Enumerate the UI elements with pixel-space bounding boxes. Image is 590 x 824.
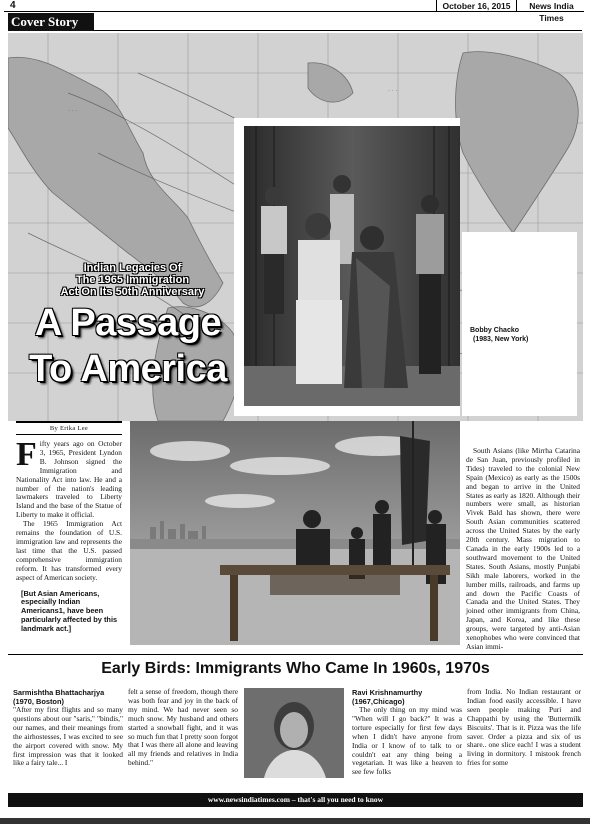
- early-birds-column-4: [467, 688, 581, 768]
- headline-line: To America: [29, 348, 227, 390]
- footer-tagline: www.newsindiatimes.com – that's all you need to know: [8, 793, 583, 807]
- early-birds-title: Early Birds: Immigrants Who Came In 1960s, 1970s: [101, 660, 490, 677]
- section-rule: [94, 30, 582, 31]
- publication-name: News India Times: [516, 0, 586, 12]
- signing-ceremony-photo: [130, 421, 460, 645]
- issue-date: October 16, 2015: [436, 0, 516, 12]
- portrait-photo: [244, 688, 344, 778]
- page-number: 4: [10, 0, 16, 11]
- bottom-bar: [0, 818, 590, 824]
- paragraph-text: ifty years ago on October 3, 1965, President Lyndon B. Johnson signed the Immigration and Nationality Act into law. He and a number of the nation's leading lawmakers traveled to Liberty Island and the base of the Statue of Liberty to make it official.: [16, 439, 122, 520]
- person-name: Sarmishtha Bhattacharjya: [13, 688, 105, 697]
- kicker-line: The 1965 Immigration: [75, 274, 190, 286]
- drop-cap: F: [16, 436, 37, 473]
- person-name: Ravi Krishnamurthy: [352, 688, 423, 697]
- section-divider: [8, 654, 583, 655]
- svg-text:· · ·: · · ·: [68, 108, 78, 115]
- article-paragraph: [16, 436, 122, 520]
- article-column-1: [16, 436, 122, 634]
- kicker-line: Act On Its 50th Anniversary: [60, 286, 205, 298]
- svg-text:· · ·: · · ·: [388, 88, 398, 95]
- article-paragraph: The 1965 Immigration Act remains the foundation of U.S. immigration law and represents the last time that the U.S. passed comprehensive immigration reform. It has transformed every aspect of American society.: [16, 519, 122, 582]
- headline-line: A Passage: [34, 302, 222, 344]
- headline-kicker: [40, 262, 225, 298]
- byline: By Erika Lee: [16, 421, 122, 435]
- person-arrival: (1970, Boston): [13, 697, 64, 706]
- early-birds-column-3: [352, 688, 462, 777]
- family-photo: [244, 126, 460, 406]
- section-label: Cover Story: [8, 13, 94, 31]
- early-birds-column-2: [128, 688, 238, 768]
- person-quote: "After my first flights and so many questions about our "saris," "bindis," our names, and their meanings from the airhostesses, I was excited to see the airport covered with snow. My first impression was that it looked like a fairy tale... I: [13, 705, 123, 768]
- kicker-line: Indian Legacies Of: [83, 262, 182, 274]
- article-paragraph: South Asians (like Mirrha Catarina de San Juan, previously profiled in Tides) traveled to the colonial New Spain (Mexico) as early as the 1500s and began to arrive in the United States as early as 1820. Although their numbers were small, as historian Vivek Bald has shown, there were South Asian communities scattered across the United States by the early 20th century. Mass migration to Canada in the early 1900s led to a southward movement to the United States. South Asians, mostly Punjabi Sikh male laborers, worked in the lumber mills, railroads, and farms up and down the Pacific Coasts of Canada and the United States. They joined other immigrants from China, Japan, and Korea, and like these groups, were targeted by anti-Asian xenophobes who were convinced that Asian immi-: [466, 446, 580, 651]
- caption-detail: (1983, New York): [473, 336, 529, 343]
- caption-name: Bobby Chacko: [470, 327, 520, 334]
- person-quote: from India. No Indian restaurant or Indian food easily accessible. I have seen people making Puri and Chappathi by using the 'Buttermilk Biscuits'. That is it. Pizza was the life saver. Order a pizza and six of us share.. one slice each! I was a student living in dormitory. I mistook french fries for some: [467, 687, 581, 768]
- caption-background: [462, 232, 577, 416]
- article-column-3: [466, 447, 580, 652]
- person-arrival: (1967,Chicago): [352, 697, 405, 706]
- headline: [14, 300, 242, 392]
- pull-quote: [But Asian Americans, especially Indian Americans1, have been particularly affected by this landmark act.]: [21, 588, 118, 634]
- early-birds-column-1: [13, 688, 123, 768]
- person-quote: felt a sense of freedom, though there was both fear and joy in the back of my mind. We had never seen so much snow. My husband and others started a snowball fight, and it was so much fun that I pretty soon forgot that I was there all alone and leaving all my friends and relatives in India behind.": [128, 687, 238, 768]
- photo-caption: [470, 326, 528, 344]
- person-quote: The only thing on my mind was "When will I go back?" It was a torture especially for first few days when I didn't have anyone from India or I know of to talk to or couldn't eat any thing being a vegetarian. It was like a heaven to see few folks: [352, 705, 462, 777]
